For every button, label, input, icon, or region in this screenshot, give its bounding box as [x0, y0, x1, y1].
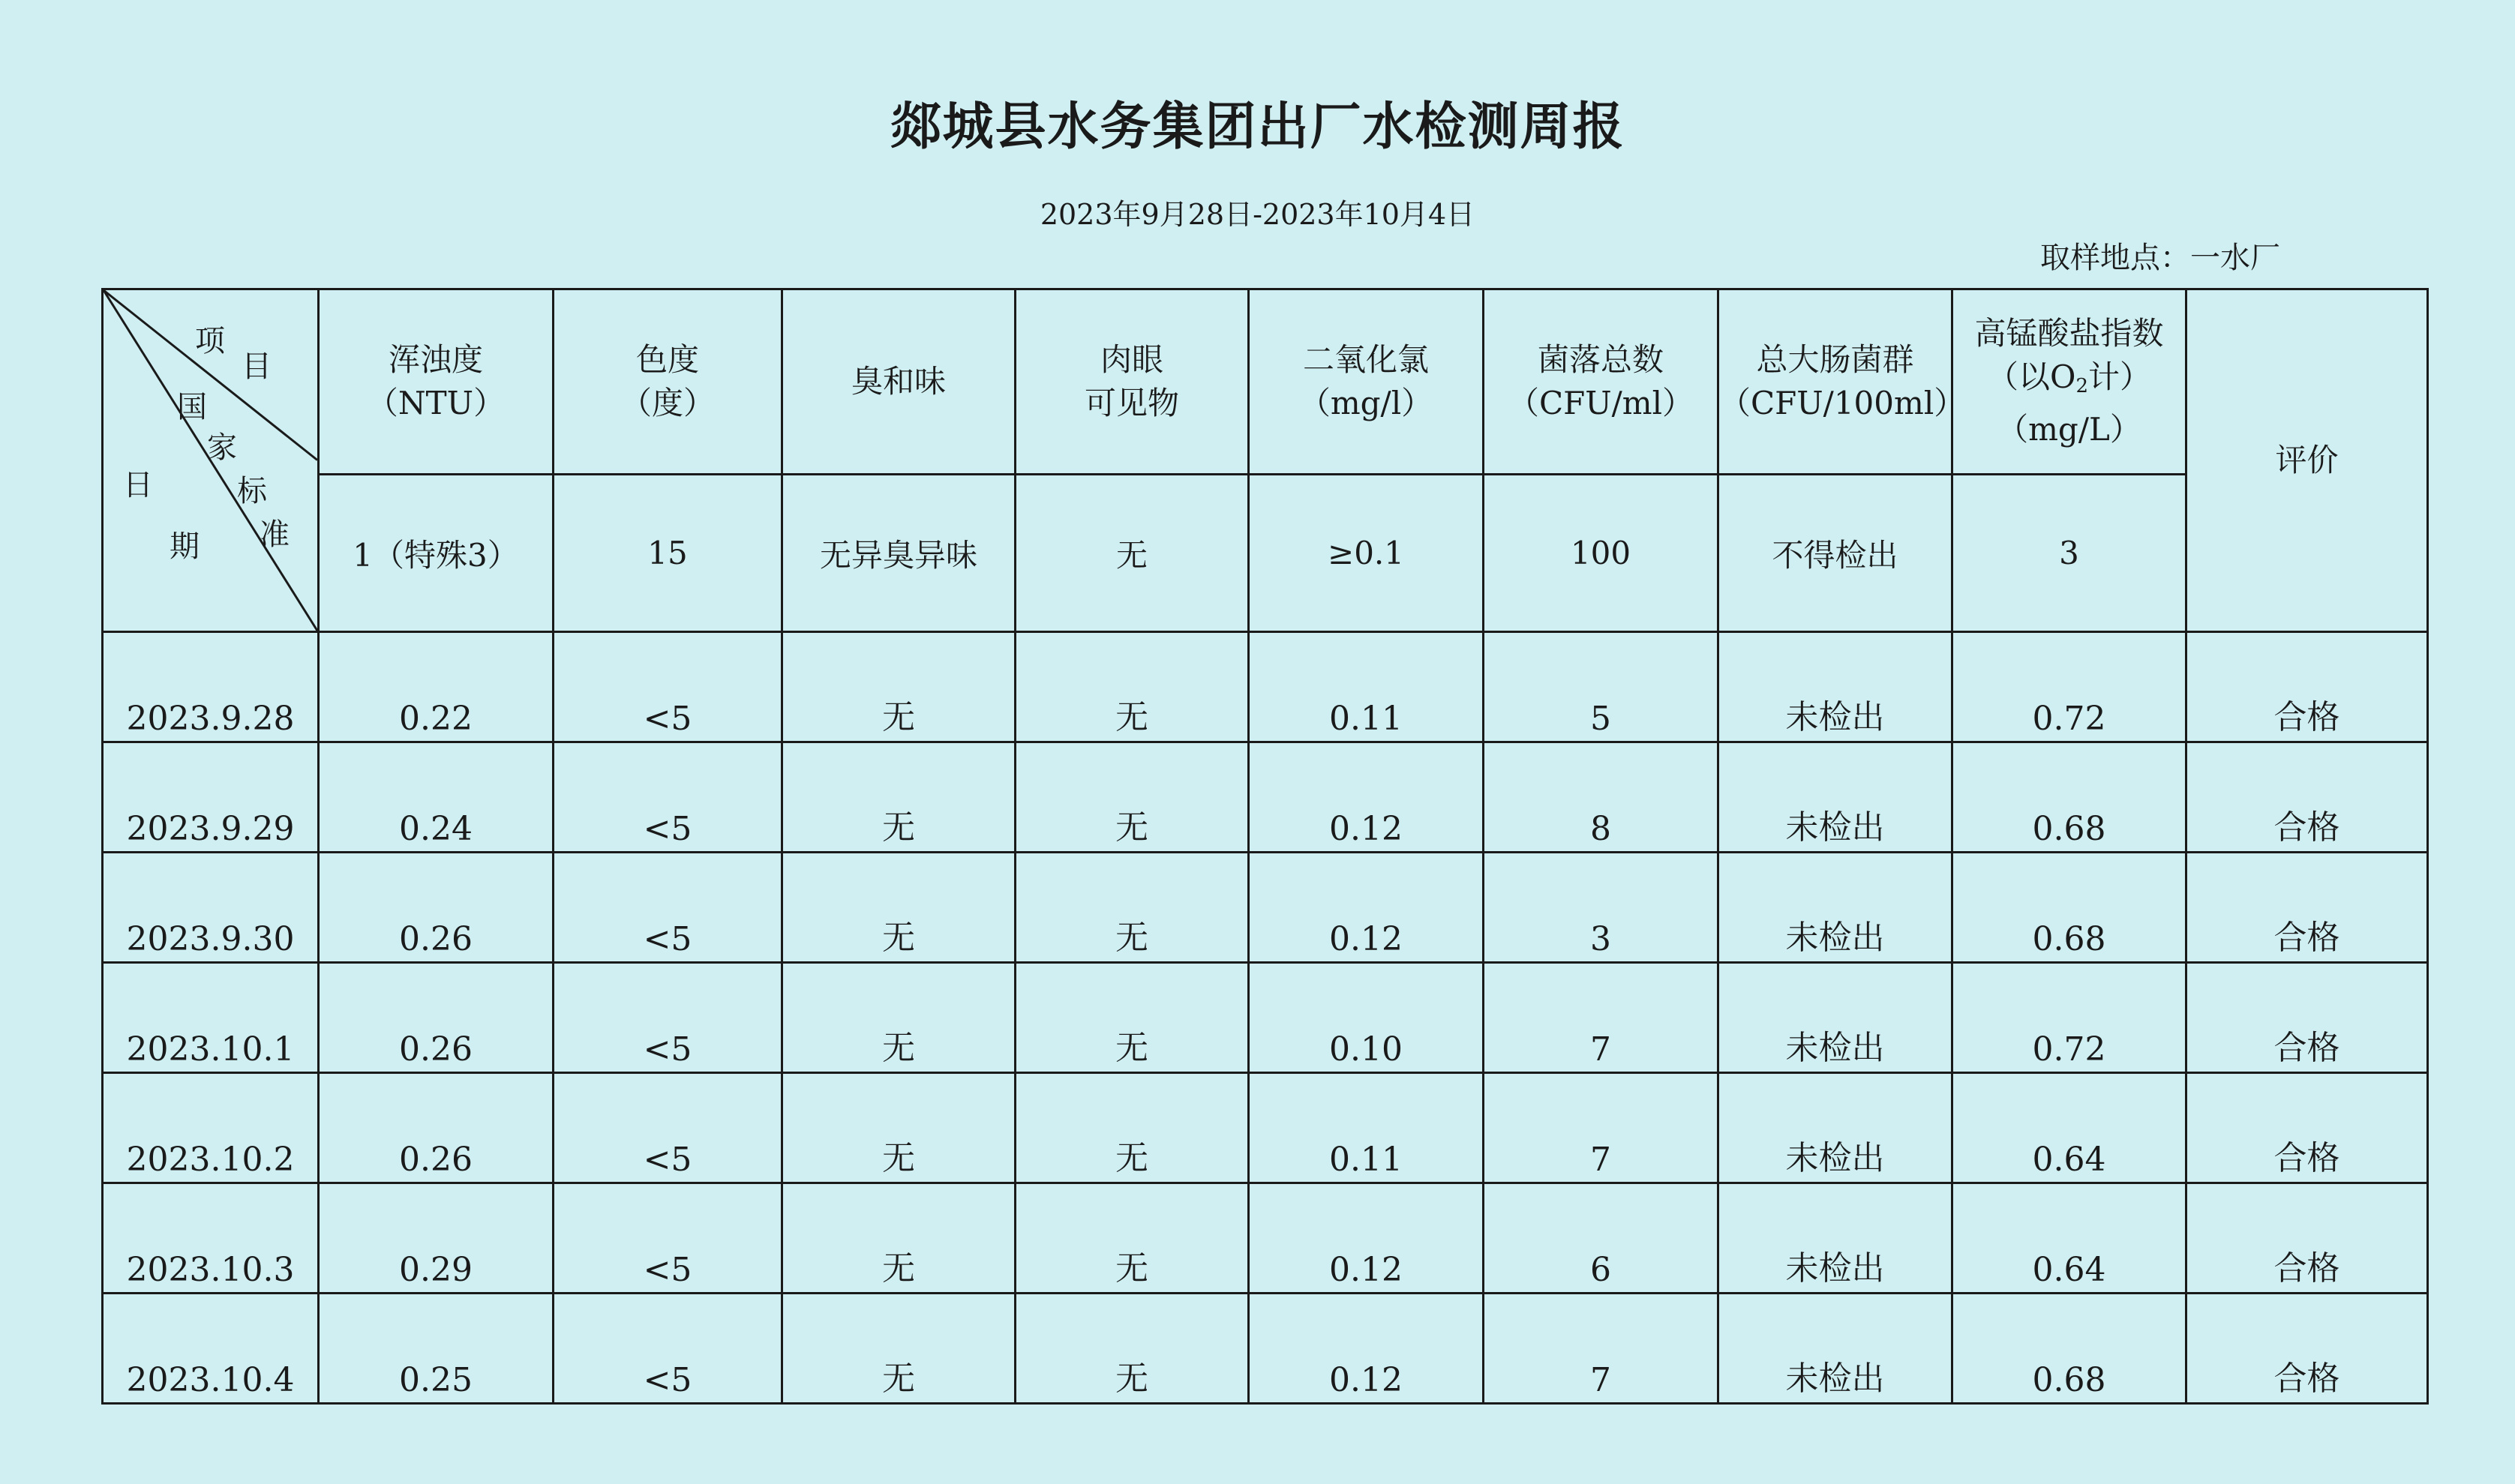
clo2-cell: 0.12 [1249, 1183, 1484, 1294]
clo2-cell: 0.12 [1249, 1294, 1484, 1404]
standard-cell: 无异臭异味 [782, 475, 1016, 632]
turbidity-cell: 0.26 [319, 1073, 554, 1183]
col-header-visible: 肉眼 可见物 [1016, 289, 1249, 475]
clo2-cell: 0.11 [1249, 1073, 1484, 1183]
col-header-color: 色度 （度） [554, 289, 782, 475]
colony-cell: 7 [1484, 963, 1718, 1073]
visible-cell: 无 [1016, 742, 1249, 853]
date-cell: 2023.10.3 [103, 1183, 319, 1294]
turbidity-cell: 0.24 [319, 742, 554, 853]
table-row [103, 1183, 2428, 1294]
water-quality-table [101, 288, 2429, 1405]
report-title: 郯城县水务集团出厂水检测周报 [890, 97, 1625, 157]
standard-cell: 15 [554, 475, 782, 632]
cod-cell: 0.64 [1952, 1073, 2186, 1183]
corner-char: 国 [177, 390, 207, 424]
odor-cell: 无 [782, 632, 1016, 742]
odor-cell: 无 [782, 1073, 1016, 1183]
eval-cell: 合格 [2186, 632, 2428, 742]
standard-cell: 3 [1952, 475, 2186, 632]
cod-cell: 0.64 [1952, 1183, 2186, 1294]
odor-cell: 无 [782, 963, 1016, 1073]
cod-cell: 0.68 [1952, 1294, 2186, 1404]
cod-cell: 0.68 [1952, 853, 2186, 963]
colony-cell: 7 [1484, 1294, 1718, 1404]
table-row [103, 1294, 2428, 1404]
color-cell: <5 [554, 632, 782, 742]
header-row [103, 289, 2428, 475]
standard-cell: 100 [1484, 475, 1718, 632]
corner-char: 标 [237, 474, 267, 508]
clo2-cell: 0.10 [1249, 963, 1484, 1073]
odor-cell: 无 [782, 1294, 1016, 1404]
col-header-clo2: 二氧化氯 （mg/l） [1249, 289, 1484, 475]
date-cell: 2023.9.30 [103, 853, 319, 963]
col-header-colony: 菌落总数 （CFU/ml） [1484, 289, 1718, 475]
colony-cell: 5 [1484, 632, 1718, 742]
cod-cell: 0.72 [1952, 632, 2186, 742]
visible-cell: 无 [1016, 632, 1249, 742]
color-cell: <5 [554, 742, 782, 853]
color-cell: <5 [554, 1183, 782, 1294]
corner-char: 项 [195, 324, 225, 358]
sampling-location: 取样地点：一水厂 [2040, 241, 2280, 275]
standard-cell: 不得检出 [1718, 475, 1952, 632]
odor-cell: 无 [782, 853, 1016, 963]
coliform-cell: 未检出 [1718, 1183, 1952, 1294]
turbidity-cell: 0.26 [319, 963, 554, 1073]
turbidity-cell: 0.22 [319, 632, 554, 742]
eval-cell: 合格 [2186, 1294, 2428, 1404]
colony-cell: 8 [1484, 742, 1718, 853]
standard-row [103, 475, 2428, 632]
standard-cell: ≥0.1 [1249, 475, 1484, 632]
table-row [103, 853, 2428, 963]
clo2-cell: 0.11 [1249, 632, 1484, 742]
turbidity-cell: 0.26 [319, 853, 554, 963]
eval-cell: 合格 [2186, 963, 2428, 1073]
cod-cell: 0.72 [1952, 963, 2186, 1073]
coliform-cell: 未检出 [1718, 853, 1952, 963]
corner-char: 日 [123, 468, 153, 502]
coliform-cell: 未检出 [1718, 632, 1952, 742]
visible-cell: 无 [1016, 1294, 1249, 1404]
turbidity-cell: 0.29 [319, 1183, 554, 1294]
colony-cell: 7 [1484, 1073, 1718, 1183]
corner-header-cell [103, 289, 319, 632]
standard-cell: 1（特殊3） [319, 475, 554, 632]
cod-cell: 0.68 [1952, 742, 2186, 853]
date-cell: 2023.10.4 [103, 1294, 319, 1404]
date-cell: 2023.9.28 [103, 632, 319, 742]
corner-char: 准 [260, 517, 290, 552]
colony-cell: 6 [1484, 1183, 1718, 1294]
table-row [103, 1073, 2428, 1183]
coliform-cell: 未检出 [1718, 1073, 1952, 1183]
date-cell: 2023.10.1 [103, 963, 319, 1073]
col-header-eval: 评价 [2186, 289, 2428, 632]
corner-char: 家 [207, 430, 237, 465]
color-cell: <5 [554, 853, 782, 963]
col-header-coliform: 总大肠菌群 （CFU/100ml） [1718, 289, 1952, 475]
clo2-cell: 0.12 [1249, 742, 1484, 853]
coliform-cell: 未检出 [1718, 1294, 1952, 1404]
visible-cell: 无 [1016, 1073, 1249, 1183]
odor-cell: 无 [782, 742, 1016, 853]
date-cell: 2023.9.29 [103, 742, 319, 853]
report-period: 2023年9月28日-2023年10月4日 [1040, 198, 1475, 231]
table-row [103, 963, 2428, 1073]
corner-char: 目 [242, 349, 272, 384]
col-header-odor: 臭和味 [782, 289, 1016, 475]
eval-cell: 合格 [2186, 742, 2428, 853]
coliform-cell: 未检出 [1718, 742, 1952, 853]
colony-cell: 3 [1484, 853, 1718, 963]
table-row [103, 632, 2428, 742]
standard-cell: 无 [1016, 475, 1249, 632]
turbidity-cell: 0.25 [319, 1294, 554, 1404]
odor-cell: 无 [782, 1183, 1016, 1294]
color-cell: <5 [554, 1294, 782, 1404]
col-header-turbidity: 浑浊度 （NTU） [319, 289, 554, 475]
col-header-cod: 高锰酸盐指数 （以$O_2$计） （mg/L） [1952, 289, 2186, 475]
eval-cell: 合格 [2186, 853, 2428, 963]
clo2-cell: 0.12 [1249, 853, 1484, 963]
date-cell: 2023.10.2 [103, 1073, 319, 1183]
coliform-cell: 未检出 [1718, 963, 1952, 1073]
color-cell: <5 [554, 963, 782, 1073]
visible-cell: 无 [1016, 1183, 1249, 1294]
corner-char: 期 [170, 529, 200, 564]
color-cell: <5 [554, 1073, 782, 1183]
visible-cell: 无 [1016, 963, 1249, 1073]
eval-cell: 合格 [2186, 1073, 2428, 1183]
table-row [103, 742, 2428, 853]
visible-cell: 无 [1016, 853, 1249, 963]
eval-cell: 合格 [2186, 1183, 2428, 1294]
